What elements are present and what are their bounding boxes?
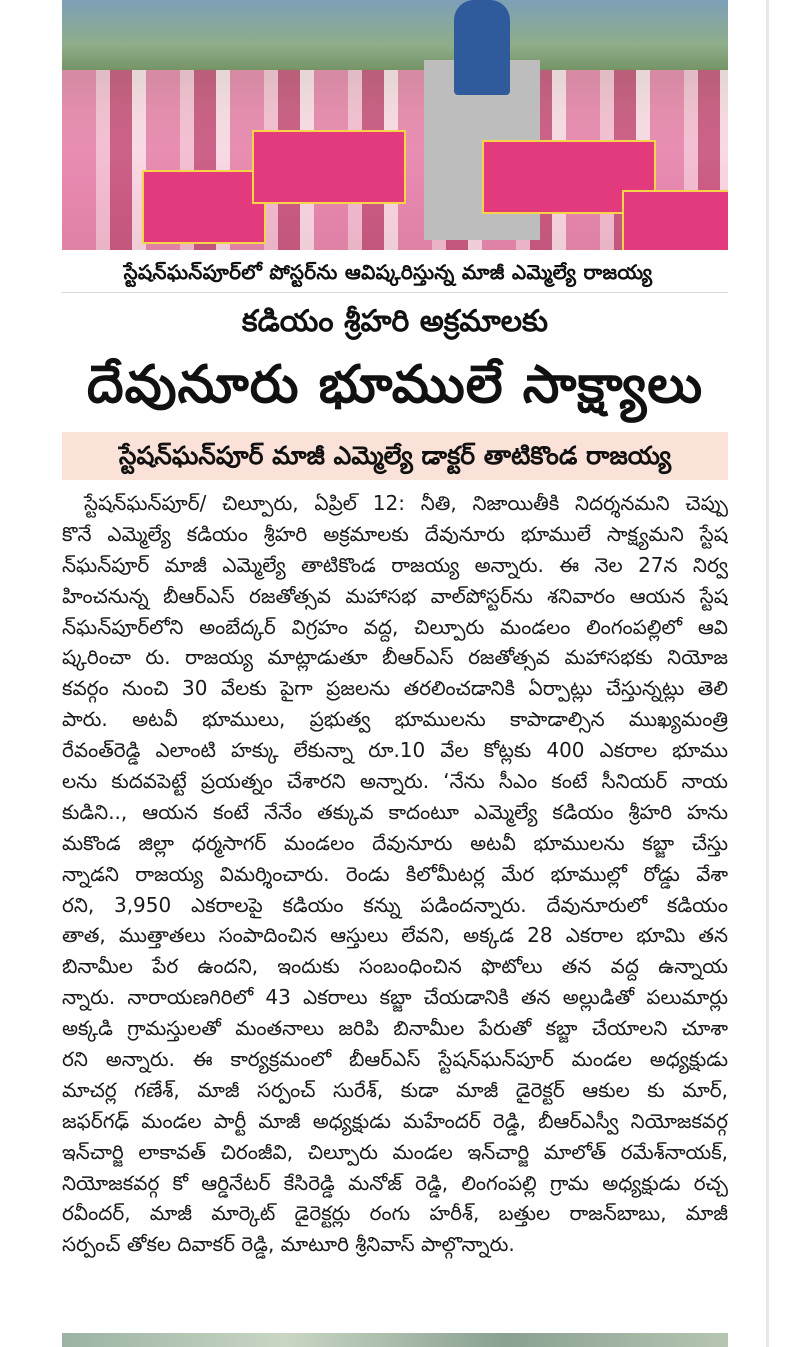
article-line: హించనున్న బీఆర్‌ఎస్ రజతోత్సవ మహాసభ వాల్‌పోస్టర్‌ను శనివారం ఆయన స్టేష [62,583,728,608]
subheadline: స్టేషన్‌ఘన్‌పూర్ మాజీ ఎమ్మెల్యే డాక్టర్ తాటికొండ రాజయ్య [118,441,672,470]
article-line: రని అన్నారు. ఈ కార్యక్రమంలో బీఆర్‌ఎస్ స్టేషన్‌ఘన్‌పూర్ మండల అధ్యక్షుడు [62,1047,728,1072]
headline-kicker: కడియం శ్రీహరి అక్రమాలకు [241,304,549,339]
article-line: పారు. అటవీ భూములు, ప్రభుత్వ భూములను కాపాడాల్సిన ముఖ్యమంత్రి [62,707,728,732]
article-line: రేవంత్‌రెడ్డి ఎలాంటి హక్కు లేకున్నా రూ.10 వేల కోట్లకు 400 ఎకరాల భూము [62,738,728,763]
photo-caption: స్టేషన్‌ఘన్‌పూర్‌లో పోస్టర్‌ను ఆవిష్కరిస్తున్న మాజీ ఎమ్మెల్యే రాజయ్య [123,260,653,284]
article-line: ష్కరించా రు. రాజయ్య మాట్లాడుతూ బీఆర్‌ఎస్ రజతోత్సవ మహాసభకు నియోజ [62,645,728,670]
article-line: నియోజకవర్గ కో ఆర్డినేటర్ కేసిరెడ్డి మనోజ్ రెడ్డి, లింగంపల్లి గ్రామ అధ్యక్షుడు రచ్చ [62,1170,728,1195]
article-line: కుడిని.., ఆయన కంటే నేనేం తక్కువ కాదంటూ ఎమ్మెల్యే కడియం శ్రీహరి హను [62,799,728,824]
article-line: న్‌ఘన్‌పూర్‌లోని అంబేద్కర్ విగ్రహం వద్ద, చిల్పూరు మండలం లింగంపల్లిలో ఆవి [62,614,728,639]
article-line: రవీందర్, మాజీ మార్కెట్ డైరెక్టర్లు రంగు హరీశ్, బత్తుల రాజన్‌బాబు, మాజీ [62,1201,728,1226]
article-line: ఇన్‌చార్జి లాకావత్ చిరంజీవి, చిల్పూరు మండల ఇన్‌చార్జి మాలోత్ రమేశ్‌నాయక్, [62,1139,728,1164]
article-line: మాచర్ల గణేశ్, మాజీ సర్పంచ్ సురేశ్, కుడా మాజీ డైరెక్టర్ ఆకుల కు మార్, [62,1077,728,1102]
article-line: మకొండ జిల్లా ధర్మసాగర్ మండలం దేవునూరు అటవీ భూములను కబ్జా చేస్తు [62,830,728,855]
article-line: కొనే ఎమ్మెల్యే కడియం శ్రీహరి అక్రమాలకు దేవునూరు భూములే సాక్ష్యమని స్టేష [62,521,728,546]
headline: దేవునూరు భూములే సాక్ష్యాలు [86,355,704,415]
article-line: అక్కడి గ్రామస్తులతో మంతనాలు జరిపి బినామీల పేరుతో కబ్జా చేయాలని చూశా [62,1016,728,1041]
subheadline-box [62,432,728,480]
photo-poster [252,130,406,204]
article-line: న్నాడని రాజయ్య విమర్శించారు. రెండు కిలోమీటర్ల మేర భూముల్లో రోడ్డు వేశా [62,861,728,886]
article-line: స్టేషన్‌ఘన్‌పూర్/ చిల్పూరు, ఏప్రిల్ 12: నీతి, నిజాయితీకి నిదర్శనమని చెప్పు [84,491,728,515]
article-line: బినామీల పేర ఉందని, ఇందుకు సంబంధించిన ఫొటోలు తన వద్ద ఉన్నాయ [62,954,728,979]
article-body [62,488,728,1260]
photo-poster [622,190,728,250]
caption-divider [62,292,728,293]
news-photo [62,0,728,250]
article-line: కవర్గం నుంచి 30 వేలకు పైగా ప్రజలను తరలించడానికి ఏర్పాట్లు చేస్తున్నట్లు తెలి [62,676,728,701]
photo-poster [142,170,266,244]
next-photo-edge [62,1333,728,1347]
article-line: రని, 3,950 ఎకరాలపై కడియం కన్ను పడిందన్నారు. దేవునూరులో కడియం [62,892,728,917]
article-line: న్నారు. నారాయణగిరిలో 43 ఎకరాలు కబ్జా చేయడానికి తన అల్లుడితో పలుమార్లు [62,985,728,1010]
column-rule [766,0,769,1347]
article-line: జఫర్‌గఢ్ మండల పార్టీ మాజీ అధ్యక్షుడు మహేందర్ రెడ్డి, బీఆర్‌ఎస్వీ నియోజకవర్గ [62,1108,728,1133]
photo-statue [454,0,510,95]
article-line: సర్పంచ్ తోకల దివాకర్ రెడ్డి, మాటూరి శ్రీనివాస్ పాల్గొన్నారు. [62,1232,515,1257]
article-line: న్‌ఘన్‌పూర్ మాజీ ఎమ్మెల్యే తాటికొండ రాజయ్య అన్నారు. ఈ నెల 27న నిర్వ [62,552,728,577]
article-line: లను కుదవపెట్టే ప్రయత్నం చేశారని అన్నారు. ‘నేను సీఎం కంటే సీనియర్ నాయ [62,769,728,794]
article-line: తాత, ముత్తాతలు సంపాదించిన ఆస్తులు లేవని, అక్కడ 28 ఎకరాల భూమి తన [62,923,728,948]
